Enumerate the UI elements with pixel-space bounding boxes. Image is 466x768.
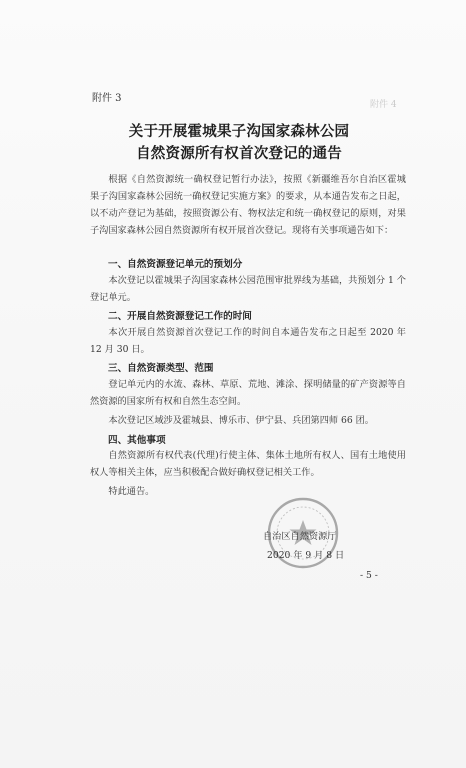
signature-date: 2020 年 9 月 8 日 bbox=[267, 550, 345, 561]
section1-heading: 一、自然资源登记单元的预划分 bbox=[108, 259, 243, 270]
attachment-label: 附件 3 bbox=[92, 93, 122, 104]
section4-text: 自然资源所有权代表(代理)行使主体、集体土地所有权人、国有土地使用权人等相关主体，应当积极配合做好确权登记相关工作。 bbox=[90, 450, 406, 478]
document-page bbox=[80, 74, 406, 594]
section4-heading: 四、其他事项 bbox=[108, 435, 166, 446]
section3-heading: 三、自然资源类型、范围 bbox=[108, 363, 214, 374]
section1-text: 本次登记以霍城果子沟国家森林公园范围审批界线为基础，共预划分 1 个登记单元。 bbox=[90, 275, 406, 303]
document-title-line1: 关于开展霍城果子沟国家森林公园 bbox=[128, 123, 350, 140]
section3-text2: 本次登记区域涉及霍城县、博乐市、伊宁县、兵团第四师 66 团。 bbox=[108, 415, 374, 426]
closing-text: 特此通告。 bbox=[108, 486, 155, 497]
intro-paragraph: 根据《自然资源统一确权登记暂行办法》，按照《新疆维吾尔自治区霍城果子沟国家森林公园统一确权登记实施方案》的要求，从本通告发布之日起，以不动产登记为基础，按照资源公有、物权法定和统一确权登记的原则，对果子沟国家森林公园自然资源所有权开展首次登记。现将有关事项通告如下： bbox=[90, 174, 406, 236]
section2-text: 本次开展自然资源首次登记工作的时间自本通告发布之日起至 2020 年 12 月 30 日。 bbox=[90, 327, 406, 355]
page-number: - 5 - bbox=[360, 570, 378, 581]
signature-organization: 自治区自然资源厅 bbox=[263, 531, 337, 542]
section3-text1: 登记单元内的水流、森林、草原、荒地、滩涂、探明储量的矿产资源等自然资源的国家所有权和自然生态空间。 bbox=[90, 379, 406, 407]
section2-heading: 二、开展自然资源登记工作的时间 bbox=[108, 311, 252, 322]
bleed-through-mark: 附件 4 bbox=[370, 100, 397, 110]
document-title-line2: 自然资源所有权首次登记的通告 bbox=[136, 145, 342, 162]
